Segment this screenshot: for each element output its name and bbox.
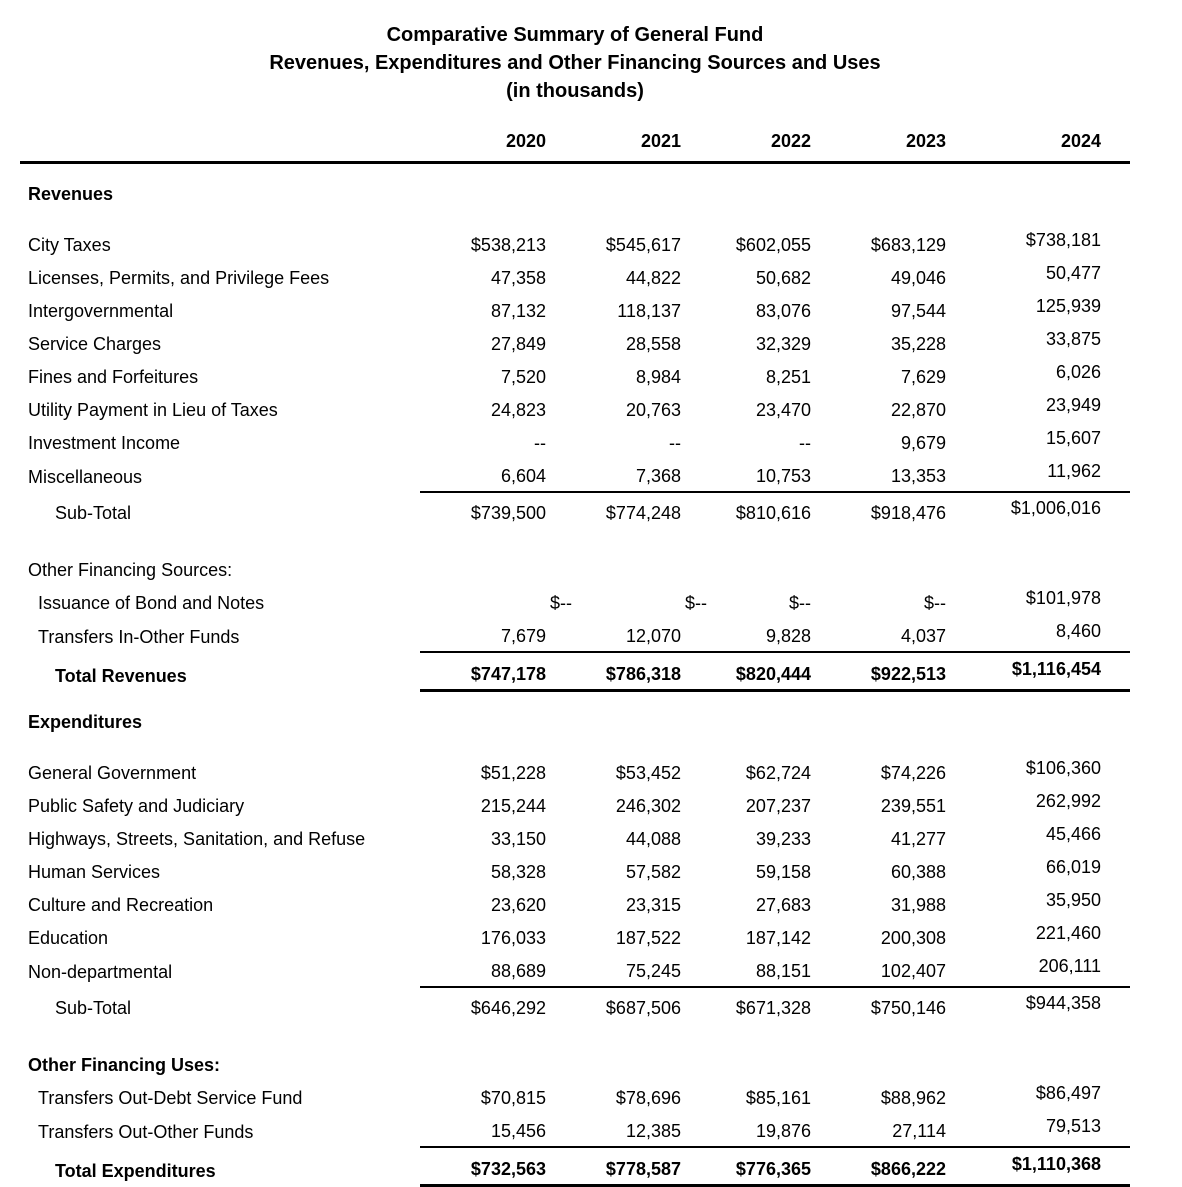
- cell-value: [811, 163, 946, 228]
- cell-value: $776,365: [681, 1147, 811, 1186]
- cell-value: [420, 528, 546, 585]
- cell-value: 8,251: [765, 367, 811, 387]
- table-row: [20, 618, 1130, 652]
- row-label: Investment Income: [28, 433, 181, 453]
- cell-value: $671,328: [681, 987, 811, 1023]
- cell-value: 41,277: [890, 829, 946, 849]
- row-label: Service Charges: [28, 334, 162, 354]
- cell-value: 32,329: [755, 334, 811, 354]
- row-label: Education: [28, 928, 109, 948]
- cell-value: [946, 691, 1130, 756]
- cell-value: 23,315: [625, 895, 681, 915]
- row-label: Public Safety and Judiciary: [28, 796, 245, 816]
- cell-value: $70,815: [480, 1088, 546, 1108]
- column-header-2021: 2021: [546, 114, 681, 163]
- cell-value: $918,476: [811, 492, 946, 528]
- row-label: Sub-Total: [55, 998, 132, 1018]
- cell-value: 24,823: [490, 400, 546, 420]
- cell-value: 102,407: [880, 961, 946, 981]
- row-label: Total Revenues: [55, 665, 187, 686]
- report-content: [20, 0, 1130, 1187]
- column-header-2023: 2023: [811, 114, 946, 163]
- cell-value: 88,151: [755, 961, 811, 981]
- row-label: Expenditures: [28, 712, 143, 732]
- column-header-2022: 2022: [681, 114, 811, 163]
- table-row: [20, 920, 1130, 953]
- cell-value: $106,360: [1025, 758, 1101, 778]
- cell-value: 207,237: [745, 796, 811, 816]
- row-label: Fines and Forfeitures: [28, 367, 199, 387]
- cell-value: $1,116,454: [946, 652, 1130, 691]
- cell-value: 33,875: [1045, 329, 1101, 349]
- cell-value: 47,358: [490, 268, 546, 288]
- row-label: Intergovernmental: [28, 301, 174, 321]
- cell-value: $78,696: [615, 1088, 681, 1108]
- cell-value: 20,763: [625, 400, 681, 420]
- cell-value: [811, 1023, 946, 1080]
- cell-value: 7,520: [500, 367, 546, 387]
- header-label-spacer: [20, 114, 420, 163]
- cell-value: $101,978: [1025, 588, 1101, 608]
- table-row: [20, 788, 1130, 821]
- row-label: Total Expenditures: [55, 1160, 216, 1181]
- cell-value: 59,158: [755, 862, 811, 882]
- cell-value: 27,849: [490, 334, 546, 354]
- table-row: [20, 359, 1130, 392]
- cell-value: 13,353: [890, 466, 946, 486]
- cell-value: [420, 163, 546, 228]
- cell-value: 262,992: [1035, 791, 1101, 811]
- row-label: General Government: [28, 763, 197, 783]
- cell-value: 58,328: [490, 862, 546, 882]
- cell-value: [546, 163, 681, 228]
- cell-value: [681, 163, 811, 228]
- cell-value: $820,444: [681, 652, 811, 691]
- cell-value: 27,683: [755, 895, 811, 915]
- cell-value: 44,822: [625, 268, 681, 288]
- table-row: [20, 1147, 1130, 1186]
- cell-value: 39,233: [755, 829, 811, 849]
- cell-value: $922,513: [811, 652, 946, 691]
- cell-value: $646,292: [420, 987, 546, 1023]
- cell-value: [681, 528, 811, 585]
- row-label: Licenses, Permits, and Privilege Fees: [28, 268, 330, 288]
- table-row: [20, 854, 1130, 887]
- table-row: [20, 691, 1130, 756]
- cell-value: 12,385: [625, 1121, 681, 1141]
- cell-value: 8,984: [635, 367, 681, 387]
- cell-value: 125,939: [1035, 296, 1101, 316]
- cell-value: 50,477: [1045, 263, 1101, 283]
- table-row: [20, 953, 1130, 987]
- report-title-line3: (in thousands): [506, 80, 644, 102]
- cell-value: 23,620: [490, 895, 546, 915]
- cell-value: $53,452: [615, 763, 681, 783]
- cell-value: 22,870: [890, 400, 946, 420]
- cell-value: $--: [550, 593, 572, 613]
- report-title-line1: Comparative Summary of General Fund: [386, 24, 764, 46]
- cell-value: 6,026: [1055, 362, 1101, 382]
- cell-value: 7,368: [635, 466, 681, 486]
- cell-value: $738,181: [1025, 230, 1101, 250]
- row-label: Revenues: [28, 184, 114, 204]
- column-header-2020: 2020: [420, 114, 546, 163]
- cell-value: [681, 1023, 811, 1080]
- cell-value: 23,470: [755, 400, 811, 420]
- table-row: [20, 1113, 1130, 1147]
- row-label: Transfers Out-Debt Service Fund: [38, 1088, 303, 1108]
- cell-value: 200,308: [880, 928, 946, 948]
- cell-value: 206,111: [1038, 956, 1101, 976]
- report-title: [20, 0, 1130, 105]
- row-label: Utility Payment in Lieu of Taxes: [28, 400, 278, 420]
- column-header-2024: 2024: [946, 114, 1130, 163]
- cell-value: $944,358: [946, 987, 1130, 1023]
- cell-value: 246,302: [615, 796, 681, 816]
- cell-value: $810,616: [681, 492, 811, 528]
- cell-value: 31,988: [890, 895, 946, 915]
- cell-value: 6,604: [500, 466, 546, 486]
- cell-value: 60,388: [890, 862, 946, 882]
- summary-table: [20, 114, 1130, 1187]
- cell-value: [946, 1023, 1130, 1080]
- table-row: [20, 260, 1130, 293]
- cell-value: 7,679: [500, 626, 546, 646]
- cell-value: 215,244: [480, 796, 546, 816]
- cell-value: 239,551: [880, 796, 946, 816]
- cell-value: [811, 528, 946, 585]
- cell-value: 187,522: [615, 928, 681, 948]
- row-label: Other Financing Sources:: [28, 560, 233, 580]
- cell-value: [546, 691, 681, 756]
- cell-value: [946, 528, 1130, 585]
- table-row: [20, 528, 1130, 585]
- cell-value: 221,460: [1035, 923, 1101, 943]
- cell-value: $538,213: [470, 235, 546, 255]
- cell-value: $--: [685, 593, 707, 613]
- cell-value: 118,137: [617, 301, 681, 321]
- cell-value: [420, 691, 546, 756]
- table-row: [20, 227, 1130, 260]
- cell-value: $750,146: [811, 987, 946, 1023]
- cell-value: 49,046: [890, 268, 946, 288]
- row-label: City Taxes: [28, 235, 111, 255]
- cell-value: $683,129: [870, 235, 946, 255]
- cell-value: $85,161: [745, 1088, 811, 1108]
- cell-value: 45,466: [1045, 824, 1101, 844]
- cell-value: 23,949: [1045, 395, 1101, 415]
- cell-value: $732,563: [420, 1147, 546, 1186]
- table-row: [20, 585, 1130, 618]
- cell-value: 79,513: [1045, 1116, 1101, 1136]
- table-row: [20, 1080, 1130, 1113]
- table-row: [20, 293, 1130, 326]
- cell-value: 10,753: [755, 466, 811, 486]
- cell-value: $86,497: [1035, 1083, 1101, 1103]
- row-label: Non-departmental: [28, 962, 173, 982]
- cell-value: $602,055: [735, 235, 811, 255]
- cell-value: 28,558: [625, 334, 681, 354]
- cell-value: [681, 691, 811, 756]
- table-row: [20, 755, 1130, 788]
- cell-value: [546, 1023, 681, 1080]
- cell-value: 9,828: [765, 626, 811, 646]
- cell-value: [946, 163, 1130, 228]
- cell-value: $739,500: [420, 492, 546, 528]
- cell-value: 44,088: [625, 829, 681, 849]
- table-row: [20, 821, 1130, 854]
- cell-value: 27,114: [892, 1121, 946, 1141]
- cell-value: 83,076: [755, 301, 811, 321]
- cell-value: 35,228: [890, 334, 946, 354]
- cell-value: 9,679: [900, 433, 946, 453]
- cell-value: $866,222: [811, 1147, 946, 1186]
- report-title-line2: Revenues, Expenditures and Other Financing Sources and Uses: [269, 52, 881, 74]
- table-row: [20, 326, 1130, 359]
- cell-value: --: [669, 433, 681, 453]
- cell-value: $88,962: [880, 1088, 946, 1108]
- row-label: Sub-Total: [55, 503, 132, 523]
- table-row: [20, 458, 1130, 492]
- cell-value: $51,228: [480, 763, 546, 783]
- table-row: [20, 652, 1130, 691]
- row-label: Transfers In-Other Funds: [38, 627, 240, 647]
- cell-value: $786,318: [546, 652, 681, 691]
- cell-value: 176,033: [480, 928, 546, 948]
- cell-value: --: [799, 433, 811, 453]
- table-row: [20, 492, 1130, 528]
- cell-value: 66,019: [1045, 857, 1101, 877]
- cell-value: 12,070: [625, 626, 681, 646]
- cell-value: $1,006,016: [946, 492, 1130, 528]
- cell-value: 11,962: [1047, 461, 1101, 481]
- table-header: [20, 114, 1130, 163]
- cell-value: $--: [924, 593, 946, 613]
- table-row: [20, 887, 1130, 920]
- cell-value: 7,629: [900, 367, 946, 387]
- row-label: Highways, Streets, Sanitation, and Refuse: [28, 829, 366, 849]
- cell-value: 15,607: [1045, 428, 1101, 448]
- cell-value: 50,682: [755, 268, 811, 288]
- cell-value: 33,150: [490, 829, 546, 849]
- row-label: Miscellaneous: [28, 467, 143, 487]
- row-label: Human Services: [28, 862, 161, 882]
- table-row: [20, 425, 1130, 458]
- cell-value: $687,506: [546, 987, 681, 1023]
- table-row: [20, 392, 1130, 425]
- cell-value: $778,587: [546, 1147, 681, 1186]
- cell-value: $747,178: [420, 652, 546, 691]
- cell-value: 88,689: [490, 961, 546, 981]
- cell-value: $545,617: [605, 235, 681, 255]
- cell-value: 8,460: [1055, 621, 1101, 641]
- cell-value: $62,724: [745, 763, 811, 783]
- row-label: Issuance of Bond and Notes: [38, 593, 265, 613]
- cell-value: 97,544: [890, 301, 946, 321]
- year-header-row: [20, 114, 1130, 163]
- table-row: [20, 163, 1130, 228]
- cell-value: [811, 691, 946, 756]
- cell-value: 35,950: [1045, 890, 1101, 910]
- cell-value: 187,142: [745, 928, 811, 948]
- cell-value: $774,248: [546, 492, 681, 528]
- table-row: [20, 987, 1130, 1023]
- cell-value: $1,110,368: [946, 1147, 1130, 1186]
- cell-value: 87,132: [490, 301, 546, 321]
- cell-value: --: [534, 433, 546, 453]
- cell-value: 4,037: [900, 626, 946, 646]
- cell-value: 75,245: [625, 961, 681, 981]
- cell-value: [546, 528, 681, 585]
- cell-value: $--: [789, 593, 811, 613]
- table-body: [20, 163, 1130, 1186]
- cell-value: 19,876: [755, 1121, 811, 1141]
- cell-value: 15,456: [490, 1121, 546, 1141]
- cell-value: [420, 1023, 546, 1080]
- row-label: Transfers Out-Other Funds: [38, 1122, 254, 1142]
- row-label: Other Financing Uses:: [28, 1055, 221, 1075]
- table-row: [20, 1023, 1130, 1080]
- cell-value: 57,582: [625, 862, 681, 882]
- cell-value: $74,226: [880, 763, 946, 783]
- row-label: Culture and Recreation: [28, 895, 214, 915]
